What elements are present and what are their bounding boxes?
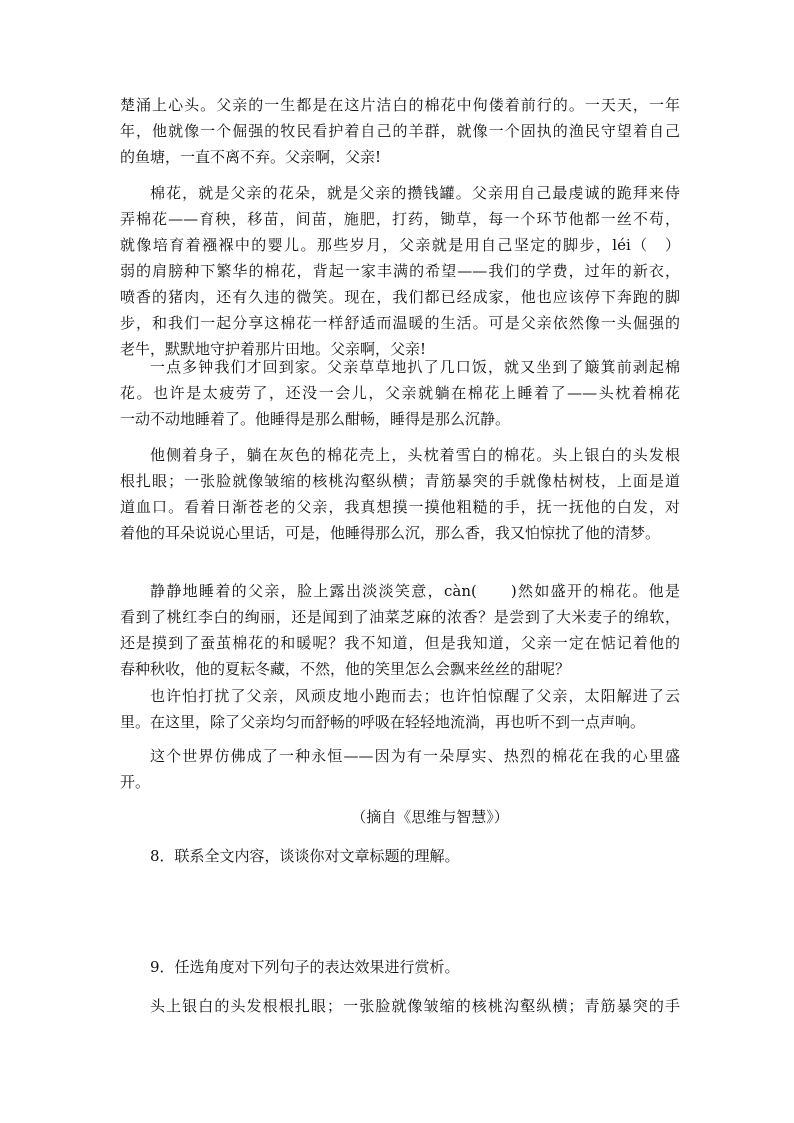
text-line: 也许怕打扰了父亲，风顽皮地小跑而去；也许怕惊醒了父亲，太阳解进了云 [150, 687, 680, 705]
text-line: 根扎眼；一张脸就像皱缩的核桃沟壑纵横；青筋暴突的手就像枯树枝，上面是道 [120, 472, 680, 490]
question-text: 9．任选角度对下列句子的表达效果进行赏析。 [150, 958, 460, 976]
text-line: 的鱼塘，一直不离不弃。父亲啊，父亲! [120, 148, 382, 166]
question-text: 8．联系全文内容，谈谈你对文章标题的理解。 [150, 847, 460, 865]
source-text: （摘自《思维与智慧》） [351, 808, 509, 826]
paragraph-3 [120, 354, 680, 432]
text-line: 一动不动地睡着了。他睡得是那么酣畅，睡得是那么沉静。 [120, 410, 511, 428]
text-line: 开。 [120, 773, 151, 791]
text-line: 道血口。看着日渐苍老的父亲，我真想摸一摸他粗糙的手，抚一抚他的白发，对 [120, 498, 680, 516]
text-line: 花。也许是太疲劳了，还没一会儿，父亲就躺在棉花上睡着了——头枕着棉花 [120, 384, 680, 402]
paragraph-4 [120, 442, 680, 546]
paragraph-2 [120, 180, 680, 362]
paragraph-1 [120, 92, 680, 170]
paragraph-5 [120, 578, 680, 682]
text-line: 楚涌上心头。父亲的一生都是在这片洁白的棉花中佝偻着前行的。一天天，一年 [120, 96, 680, 114]
question-9 [120, 954, 680, 980]
paragraph-7 [120, 743, 680, 795]
text-line: 弱的肩膀种下繁华的棉花，背起一家丰满的希望——我们的学费，过年的新衣， [120, 262, 680, 280]
text-line: 还是摸到了蚕茧棉花的和暖呢？我不知道，但是我知道，父亲一定在惦记着他的 [120, 634, 680, 652]
text-line: 春种秋收，他的夏耘冬藏，不然，他的笑里怎么会飘来丝丝的甜呢？ [120, 660, 571, 678]
text-line: 着他的耳朵说说心里话，可是，他睡得那么沉，那么香，我又怕惊扰了他的清梦。 [120, 524, 661, 542]
text-line: 老牛，默默地守护着那片田地。父亲啊，父亲! [120, 340, 427, 358]
text-line: 步，和我们一起分享这棉花一样舒适而温暖的生活。可是父亲依然像一头倔强的 [120, 314, 680, 332]
document-page [120, 0, 680, 1123]
text-line: 里。在这里，除了父亲均匀而舒畅的呼吸在轻轻地流淌，再也听不到一点声响。 [120, 713, 646, 731]
text-line: 他侧着身子，躺在灰色的棉花壳上，头枕着雪白的棉花。头上银白的头发根 [150, 446, 680, 464]
text-line: 年，他就像一个倔强的牧民看护着自己的羊群，就像一个固执的渔民守望着自己 [120, 122, 680, 140]
text-line: 棉花，就是父亲的花朵，就是父亲的攒钱罐。父亲用自己最虔诚的跪拜来侍 [150, 184, 680, 202]
question-8 [120, 843, 680, 869]
text-line: 这个世界仿佛成了一种永恒——因为有一朵厚实、热烈的棉花在我的心里盛 [150, 747, 680, 765]
text-line: 就像培育着襁褓中的婴儿。那些岁月，父亲就是用自己坚定的脚步，léi（ ） [120, 236, 680, 254]
quote-text: 头上银白的头发根根扎眼；一张脸就像皱缩的核桃沟壑纵横；青筋暴突的手 [150, 997, 680, 1015]
text-line: 看到了桃红李白的绚丽，还是闻到了油菜芝麻的浓香？是尝到了大米麦子的绵软， [120, 608, 680, 626]
question-9-quote [120, 993, 680, 1019]
text-line: 一点多钟我们才回到家。父亲草草地扒了几口饭，就又坐到了簸箕前剥起棉 [150, 358, 680, 376]
paragraph-6 [120, 683, 680, 735]
text-line: 静静地睡着的父亲，脸上露出淡淡笑意，càn( )然如盛开的棉花。他是 [150, 582, 680, 600]
text-line: 喷香的猪肉，还有久违的微笑。现在，我们都已经成家，他也应该停下奔跑的脚 [120, 288, 680, 306]
text-line: 弄棉花——育秧，移苗，间苗，施肥，打药，锄草，每一个环节他都一丝不苟， [120, 210, 680, 228]
source-citation [120, 804, 680, 830]
